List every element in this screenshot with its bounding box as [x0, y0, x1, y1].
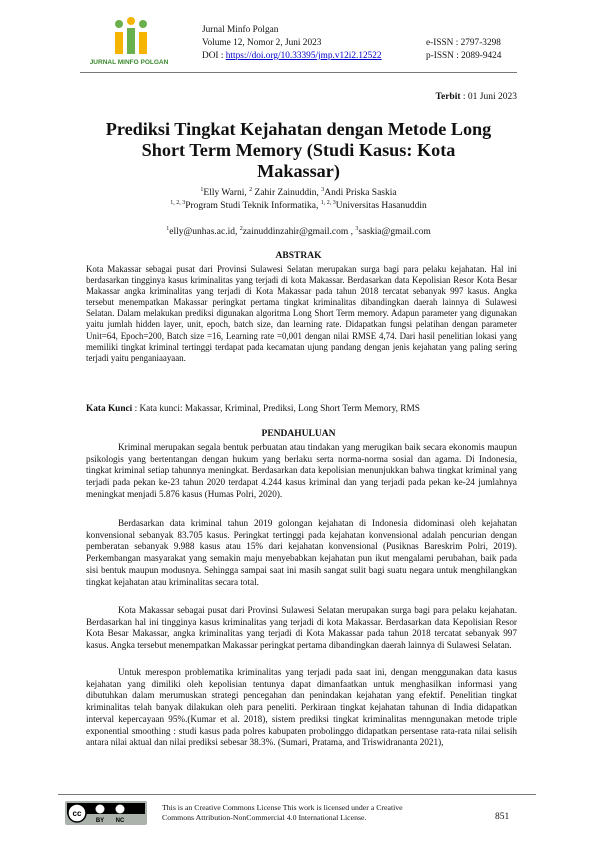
- license-text: This is an Creative Commons License This work is licensed under a Creative Commons Attribution-NonCommercial 4.0 International License.: [162, 803, 403, 822]
- doi-link[interactable]: https://doi.org/10.33395/jmp.v12i2.12522: [225, 51, 382, 61]
- journal-volume: Volume 12, Nomor 2, Juni 2023: [202, 38, 322, 48]
- svg-text:JURNAL MINFO POLGAN: JURNAL MINFO POLGAN: [89, 59, 169, 66]
- paragraph: Berdasarkan data kriminal tahun 2019 golongan kejahatan di Indonesia didominasi oleh kejahatan konvensional sebanyak 83.705 kasus. Peringkat tertinggi pada kejahatan konvensional adalah pencurian dengan pemberatan sebanyak 9.988 kasus atau 15% dari kejahatan konvensional (Pusiknas Bareskrim Polri, 2019). Perkembangan masyarakat yang semakin maju menyebabkan kejahatan pun ikut mengalami perubahan, baik pada sisi bentuk maupun modusnya. Sehingga sampai saat ini masih sangat sulit bagi suatu negara untuk menghilangkan tingkat kejahatan atau kriminalitas secara total.: [86, 518, 517, 587]
- abstract-text: Kota Makassar sebagai pusat dari Provinsi Sulawesi Selatan merupakan surga bagi para pelaku kejahatan. Hal ini berdasarkan tingginya kasus kriminalitas yang terjadi di kota Makassar. Berdasarkan data Kepolisian Resor Kota Besar Makassar angka kriminalitas yang terjadi di Kota Makassar pada tahun 2018 tercatat sebanyak 997 kasus. Angka tersebut menempatkan Makassar peringkat pertama tingkat kriminalitas dibandingkan daerah lainnya di Sulawesi Selatan. Dalam melakukan prediksi digunakan algoritma Long Short Term memory. Adapun parameter yang digunakan yaitu jumlah hidden layer, unit, epoch, batch size, dan learning rate. Didapatkan fungsi pelatihan dengan parameter Unit=64, Epoch=200, Batch size =16, Learning rate =0,001 dengan nilai RMSE 4,74. Dari hasil penelitian lokasi yang memiliki tingkat kriminal tertinggi terdapat pada kecamatan ujung pandang dengan jenis kejahatan yang paling sering terjadi yaitu penganiaayaan.: [86, 264, 517, 363]
- pissn: p-ISSN : 2089-9424: [426, 51, 502, 61]
- svg-text:NC: NC: [115, 818, 125, 824]
- footer-divider: [58, 794, 536, 795]
- journal-header: [202, 24, 432, 63]
- authors: $^1$Elly Warni, $^2$ Zahir Zainuddin, $^3$Andi Priska Saskia: [200, 186, 397, 198]
- cc-license-badge: [65, 801, 147, 825]
- header-divider: [80, 72, 517, 73]
- journal-name: Jurnal Minfo Polgan: [202, 25, 279, 35]
- section-heading: PENDAHULUAN: [261, 429, 336, 439]
- paragraph: Kota Makassar sebagai pusat dari Provinsi Sulawesi Selatan merupakan surga bagi para pelaku kejahatan. Berdasarkan hal ini tingginya kasus kriminalitas yang terjadi di kota Makassar. Berdasarkan data Kepolisian Resor Kota Besar Makassar, angka kriminalitas yang terjadi di Kota Makassar pada tahun 2018 tercatat sebanyak 997 kasus. Angka tersebut menempatkan Makassar peringkat pertama dibandingkan daerah lainnya di Sulawesi Selatan.: [86, 605, 517, 651]
- paragraph: Kriminal merupakan segala bentuk perbuatan atau tindakan yang merugikan baik secara ekonomis maupun psikologis yang bertentangan dengan hukum yang berlaku serta norma-norma sosial dan agama. Di Indonesia, tingkat kriminal setiap tahunnya meningkat. Berdasarkan data kepolisian menunjukkan bahwa tingkat kriminal yang terjadi pada pekan ke-23 tahun 2020 terdapat 4.244 kasus kriminal dan yang terjadi pada pekan ke-24 jumlahnya meningkat menjadi 5.876 kasus (Humas Polri, 2020).: [86, 442, 517, 499]
- page-number: 851: [495, 812, 510, 822]
- paragraph: Untuk merespon problematika kriminalitas yang terjadi pada saat ini, dengan menggunakan data kasus kejahatan yang dimiliki oleh kepolisian tentunya dapat dimanfaatkan untuk menghasilkan informasi yang dibutuhkan dalam merumuskan strategi pencegahan dan penindakan kejahatan yang efektif. Penelitian tingkat kriminalitas telah banyak dilakukan oleh para peneliti. Perkiraan tingkat kejahatan tahunan di India didapatkan interval kepercayaan 95%.(Kumar et al. 2018), sistem prediksi tingkat kriminalitas menngunakan metode triple exponential smoothing : studi kasus pada polres kabupaten probolinggo didapatkan persentase rata-rata nilai selisih antara nilai aktual dan nilai prediksi sebesar 38.3%. (Sumari, Pratama, and Triswidrananta 2021),: [86, 667, 517, 748]
- doi-line: DOI : https://doi.org/10.33395/jmp.v12i2.12522: [202, 51, 382, 61]
- journal-logo: [84, 16, 194, 70]
- svg-text:BY: BY: [95, 818, 105, 824]
- svg-text:cc: cc: [72, 809, 82, 818]
- publish-date: Terbit : 01 Juni 2023: [435, 92, 517, 102]
- paper-title: Prediksi Tingkat Kejahatan dengan Metode Long Short Term Memory (Studi Kasus: Kota Makassar): [105, 119, 492, 181]
- issn-block: [426, 37, 546, 63]
- abstract-heading: ABSTRAK: [275, 251, 322, 261]
- affiliations: $^{1, 2, 3}$Program Studi Teknik Informatika, $^{1, 2, 3}$Universitas Hasanuddin: [170, 199, 427, 211]
- emails: $^1$elly@unhas.ac.id, $^2$zainuddinzahir@gmail.com , $^3$saskia@gmail.com: [166, 225, 431, 237]
- keywords: Kata Kunci : Kata kunci: Makassar, Kriminal, Prediksi, Long Short Term Memory, RMS: [86, 404, 420, 414]
- eissn: e-ISSN : 2797-3298: [426, 38, 501, 48]
